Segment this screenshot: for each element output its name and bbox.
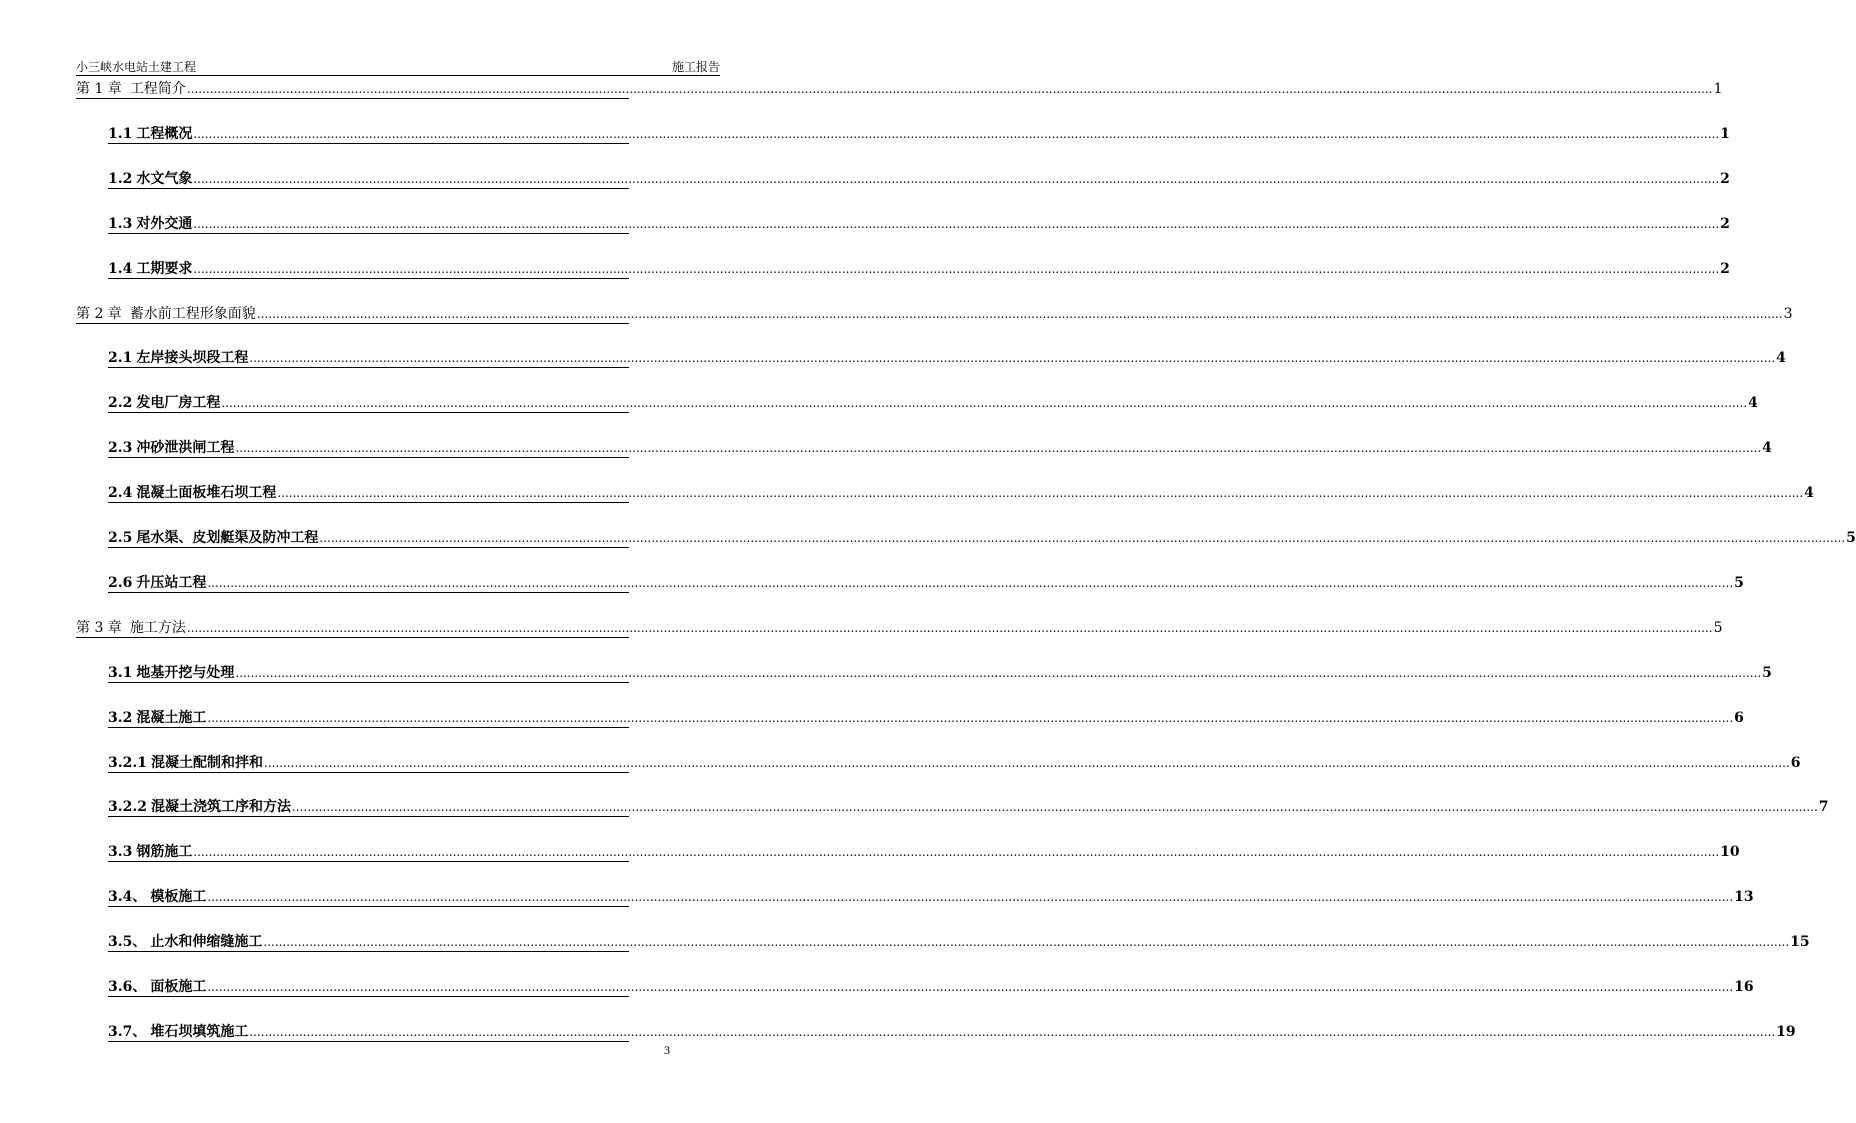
toc-section-entry[interactable] bbox=[108, 884, 1754, 907]
toc-leader-dots: ................................................................................................................................................................................................................................................................................................................................................................................................................ bbox=[221, 396, 1748, 410]
toc-entry-title bbox=[108, 260, 193, 278]
toc-entry-text: 工程简介 bbox=[129, 81, 186, 97]
toc-entry-title bbox=[108, 394, 221, 412]
toc-section-entry[interactable] bbox=[108, 1019, 1796, 1042]
toc-leader-dots: ................................................................................................................................................................................................................................................................................................................................................................................................................ bbox=[207, 890, 1734, 904]
toc-entry-number: 第 3 章 bbox=[76, 620, 122, 636]
toc-section-entry[interactable] bbox=[108, 166, 1730, 189]
toc-entry-title bbox=[108, 978, 207, 996]
toc-entry-page: 3 bbox=[1783, 306, 1793, 322]
toc-leader-dots: ................................................................................................................................................................................................................................................................................................................................................................................................................ bbox=[249, 1025, 1776, 1039]
toc-entry-page: 15 bbox=[1790, 934, 1810, 950]
toc-entry-title bbox=[76, 305, 257, 323]
toc-entry-title bbox=[108, 574, 207, 592]
toc-entry-title bbox=[108, 529, 319, 547]
toc-entry-title bbox=[108, 754, 264, 772]
toc-leader-dots: ................................................................................................................................................................................................................................................................................................................................................................................................................ bbox=[207, 576, 1734, 590]
toc-section-entry[interactable] bbox=[108, 480, 1814, 503]
toc-leader-dots: ................................................................................................................................................................................................................................................................................................................................................................................................................ bbox=[193, 127, 1720, 141]
toc-leader-dots: ................................................................................................................................................................................................................................................................................................................................................................................................................ bbox=[193, 172, 1720, 186]
toc-leader-dots: ................................................................................................................................................................................................................................................................................................................................................................................................................ bbox=[193, 217, 1720, 231]
toc-entry-number: 1.1 bbox=[108, 126, 133, 142]
toc-entry-title bbox=[108, 125, 193, 143]
toc-entry-text: 施工方法 bbox=[129, 620, 186, 636]
toc-entry-title bbox=[108, 798, 292, 816]
toc-entry-number: 第 2 章 bbox=[76, 306, 122, 322]
toc-section-entry[interactable] bbox=[108, 705, 1744, 728]
toc-section-entry[interactable] bbox=[108, 256, 1730, 279]
toc-entry-page: 6 bbox=[1790, 755, 1801, 771]
toc-entry-page: 6 bbox=[1734, 710, 1744, 726]
toc-entry-title bbox=[108, 484, 277, 502]
toc-leader-dots: ................................................................................................................................................................................................................................................................................................................................................................................................................ bbox=[193, 262, 1720, 276]
toc-entry-number: 1.4 bbox=[108, 261, 133, 277]
toc-leader-dots: ................................................................................................................................................................................................................................................................................................................................................................................................................ bbox=[235, 441, 1762, 455]
toc-entry-page: 2 bbox=[1720, 171, 1730, 187]
toc-chapter-entry[interactable] bbox=[76, 76, 1723, 99]
toc-entry-text: 混凝土面板堆石坝工程 bbox=[136, 485, 277, 501]
toc-entry-title bbox=[76, 619, 187, 637]
toc-entry-text: 混凝土配制和拌和 bbox=[150, 755, 263, 771]
toc-entry-text: 模板施工 bbox=[150, 889, 207, 905]
toc-leader-dots: ................................................................................................................................................................................................................................................................................................................................................................................................................ bbox=[277, 486, 1804, 500]
toc-entry-page: 2 bbox=[1720, 261, 1730, 277]
toc-entry-number: 2.1 bbox=[108, 350, 133, 366]
toc-leader-dots: ................................................................................................................................................................................................................................................................................................................................................................................................................ bbox=[193, 845, 1720, 859]
toc-section-entry[interactable] bbox=[108, 570, 1744, 593]
toc-section-entry[interactable] bbox=[108, 839, 1740, 862]
toc-section-entry[interactable] bbox=[108, 794, 1829, 817]
toc-entry-number: 1.3 bbox=[108, 216, 133, 232]
toc-entry-text: 堆石坝填筑施工 bbox=[150, 1024, 249, 1040]
toc-entry-number: 2.5 bbox=[108, 530, 133, 546]
page-number: 3 bbox=[664, 1043, 670, 1057]
toc-leader-dots: ................................................................................................................................................................................................................................................................................................................................................................................................................ bbox=[235, 666, 1762, 680]
toc-entry-title bbox=[108, 349, 249, 367]
toc-leader-dots: ................................................................................................................................................................................................................................................................................................................................................................................................................ bbox=[291, 800, 1818, 814]
toc-entry-page: 5 bbox=[1734, 575, 1744, 591]
toc-section-entry[interactable] bbox=[108, 211, 1730, 234]
toc-entry-number: 2.4 bbox=[108, 485, 133, 501]
toc-leader-dots: ................................................................................................................................................................................................................................................................................................................................................................................................................ bbox=[249, 351, 1776, 365]
toc-entry-page: 5 bbox=[1713, 620, 1723, 636]
toc-entry-text: 混凝土浇筑工序和方法 bbox=[150, 799, 291, 815]
toc-section-entry[interactable] bbox=[108, 929, 1810, 952]
toc-entry-text: 工程概况 bbox=[136, 126, 193, 142]
toc-leader-dots: ................................................................................................................................................................................................................................................................................................................................................................................................................ bbox=[186, 621, 1713, 635]
toc-entry-number: 2.6 bbox=[108, 575, 133, 591]
toc-entry-number: 3.2.2 bbox=[108, 799, 147, 815]
toc-entry-text: 冲砂泄洪闸工程 bbox=[136, 440, 235, 456]
toc-entry-title bbox=[76, 80, 187, 98]
toc-entry-text: 升压站工程 bbox=[136, 575, 207, 591]
toc-entry-number: 第 1 章 bbox=[76, 81, 122, 97]
toc-entry-text: 对外交通 bbox=[136, 216, 193, 232]
toc-entry-page: 4 bbox=[1776, 350, 1786, 366]
toc-entry-text: 面板施工 bbox=[150, 979, 207, 995]
running-header bbox=[76, 57, 720, 76]
toc-entry-number: 3.7、 bbox=[108, 1024, 147, 1040]
toc-entry-number: 3.1 bbox=[108, 665, 133, 681]
toc-entry-page: 2 bbox=[1720, 216, 1730, 232]
toc-entry-page: 1 bbox=[1713, 81, 1723, 97]
toc-entry-text: 左岸接头坝段工程 bbox=[136, 350, 249, 366]
toc-entry-page: 7 bbox=[1818, 799, 1829, 815]
toc-entry-page: 5 bbox=[1762, 665, 1772, 681]
toc-entry-number: 2.2 bbox=[108, 395, 133, 411]
toc-leader-dots: ................................................................................................................................................................................................................................................................................................................................................................................................................ bbox=[263, 935, 1790, 949]
toc-entry-number: 2.3 bbox=[108, 440, 133, 456]
toc-leader-dots: ................................................................................................................................................................................................................................................................................................................................................................................................................ bbox=[207, 711, 1734, 725]
toc-entry-title bbox=[108, 709, 207, 727]
toc-entry-text: 止水和伸缩缝施工 bbox=[150, 934, 263, 950]
toc-leader-dots: ................................................................................................................................................................................................................................................................................................................................................................................................................ bbox=[263, 756, 1790, 770]
header-report-type: 施工报告 bbox=[671, 60, 720, 74]
toc-entry-number: 1.2 bbox=[108, 171, 133, 187]
toc-entry-text: 工期要求 bbox=[136, 261, 193, 277]
toc-entry-title bbox=[108, 215, 193, 233]
toc-section-entry[interactable] bbox=[108, 435, 1772, 458]
toc-entry-title bbox=[108, 664, 235, 682]
toc-entry-text: 尾水渠、皮划艇渠及防冲工程 bbox=[136, 530, 319, 546]
toc-entry-page: 19 bbox=[1776, 1024, 1796, 1040]
toc-entry-page: 4 bbox=[1804, 485, 1814, 501]
toc-entry-text: 钢筋施工 bbox=[136, 844, 193, 860]
toc-chapter-entry[interactable] bbox=[76, 301, 1793, 324]
toc-leader-dots: ................................................................................................................................................................................................................................................................................................................................................................................................................ bbox=[186, 82, 1713, 96]
toc-entry-text: 混凝土施工 bbox=[136, 710, 207, 726]
toc-section-entry[interactable] bbox=[108, 660, 1772, 683]
toc-entry-number: 3.4、 bbox=[108, 889, 147, 905]
toc-entry-title bbox=[108, 1023, 249, 1041]
toc-entry-number: 3.2 bbox=[108, 710, 133, 726]
toc-entry-title bbox=[108, 439, 235, 457]
toc-entry-number: 3.3 bbox=[108, 844, 133, 860]
toc-section-entry[interactable] bbox=[108, 974, 1754, 997]
toc-entry-number: 3.6、 bbox=[108, 979, 147, 995]
toc-entry-title bbox=[108, 170, 193, 188]
toc-section-entry[interactable] bbox=[108, 121, 1730, 144]
toc-chapter-entry[interactable] bbox=[76, 615, 1723, 638]
header-project-title: 小三峡水电站土建工程 bbox=[76, 60, 197, 74]
toc-entry-page: 16 bbox=[1734, 979, 1754, 995]
toc-entry-text: 蓄水前工程形象面貌 bbox=[129, 306, 256, 322]
toc-section-entry[interactable] bbox=[108, 525, 1856, 548]
toc-entry-number: 3.5、 bbox=[108, 934, 147, 950]
toc-entry-text: 地基开挖与处理 bbox=[136, 665, 235, 681]
toc-entry-page: 13 bbox=[1734, 889, 1754, 905]
toc-section-entry[interactable] bbox=[108, 345, 1786, 368]
toc-entry-text: 水文气象 bbox=[136, 171, 193, 187]
toc-leader-dots: ................................................................................................................................................................................................................................................................................................................................................................................................................ bbox=[256, 307, 1783, 321]
toc-entry-page: 10 bbox=[1720, 844, 1740, 860]
toc-entry-page: 4 bbox=[1748, 395, 1758, 411]
toc-entry-title bbox=[108, 888, 207, 906]
toc-entry-page: 4 bbox=[1762, 440, 1772, 456]
toc-leader-dots: ................................................................................................................................................................................................................................................................................................................................................................................................................ bbox=[319, 531, 1846, 545]
toc-section-entry[interactable] bbox=[108, 390, 1758, 413]
toc-entry-number: 3.2.1 bbox=[108, 755, 147, 771]
toc-entry-title bbox=[108, 843, 193, 861]
toc-entry-page: 5 bbox=[1846, 530, 1856, 546]
toc-section-entry[interactable] bbox=[108, 750, 1801, 773]
toc-entry-text: 发电厂房工程 bbox=[136, 395, 221, 411]
toc-entry-page: 1 bbox=[1720, 126, 1730, 142]
toc-leader-dots: ................................................................................................................................................................................................................................................................................................................................................................................................................ bbox=[207, 980, 1734, 994]
toc-entry-title bbox=[108, 933, 263, 951]
